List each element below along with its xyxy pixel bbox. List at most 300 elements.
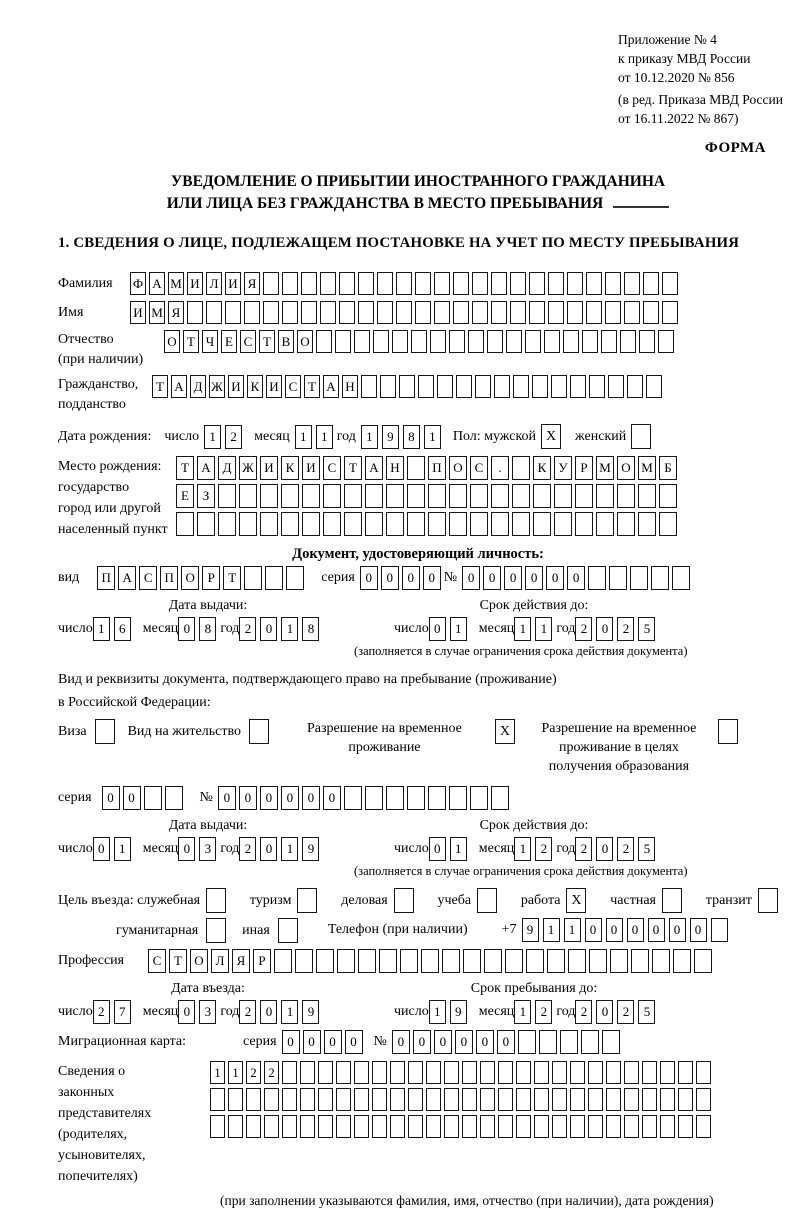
- cell-box[interactable]: Е: [176, 484, 194, 508]
- cell-box[interactable]: [480, 1088, 495, 1111]
- cell-box[interactable]: [392, 330, 408, 353]
- cell-box[interactable]: [339, 272, 355, 295]
- cell-box[interactable]: 0: [282, 1030, 300, 1054]
- cell-box[interactable]: 0: [429, 837, 446, 861]
- cell-box[interactable]: 0: [218, 786, 236, 810]
- cell-box[interactable]: [244, 566, 262, 590]
- cell-box[interactable]: [278, 918, 298, 943]
- cell-box[interactable]: О: [181, 566, 199, 590]
- cell-box[interactable]: 0: [596, 837, 613, 861]
- cell-box[interactable]: 0: [102, 786, 120, 810]
- cell-box[interactable]: 7: [114, 1000, 131, 1024]
- cell-box[interactable]: 0: [123, 786, 141, 810]
- cell-box[interactable]: [206, 918, 226, 943]
- cell-box[interactable]: М: [596, 456, 614, 480]
- cell-box[interactable]: 5: [638, 617, 655, 641]
- cell-box[interactable]: [400, 949, 418, 973]
- cell-box[interactable]: [316, 949, 334, 973]
- cell-box[interactable]: [318, 1088, 333, 1111]
- cell-box[interactable]: [552, 1088, 567, 1111]
- cell-box[interactable]: К: [533, 456, 551, 480]
- cell-box[interactable]: [477, 888, 497, 913]
- cell-box[interactable]: [512, 512, 530, 536]
- cell-box[interactable]: [300, 1088, 315, 1111]
- cell-box[interactable]: [426, 1115, 441, 1138]
- cell-box[interactable]: О: [164, 330, 180, 353]
- cell-box[interactable]: [627, 375, 643, 398]
- cell-box[interactable]: [605, 301, 621, 324]
- cell-box[interactable]: 5: [638, 837, 655, 861]
- cell-box[interactable]: [444, 1088, 459, 1111]
- cell-box[interactable]: [518, 1030, 536, 1054]
- cell-box[interactable]: 2: [575, 837, 592, 861]
- cell-box[interactable]: К: [281, 456, 299, 480]
- cell-box[interactable]: 0: [585, 918, 602, 942]
- cell-box[interactable]: [533, 512, 551, 536]
- cell-box[interactable]: [642, 1088, 657, 1111]
- cell-box[interactable]: [358, 272, 374, 295]
- cell-box[interactable]: [225, 301, 241, 324]
- cell-box[interactable]: [165, 786, 183, 810]
- cell-box[interactable]: [639, 330, 655, 353]
- cell-box[interactable]: 0: [360, 566, 378, 590]
- cell-box[interactable]: [354, 1061, 369, 1084]
- cell-box[interactable]: [365, 512, 383, 536]
- cell-box[interactable]: 0: [239, 786, 257, 810]
- cell-box[interactable]: С: [240, 330, 256, 353]
- cell-box[interactable]: 2: [246, 1061, 261, 1084]
- cell-box[interactable]: И: [225, 272, 241, 295]
- cell-box[interactable]: [263, 272, 279, 295]
- cell-box[interactable]: 1: [424, 425, 441, 449]
- cell-box[interactable]: М: [149, 301, 165, 324]
- cell-box[interactable]: [554, 484, 572, 508]
- cell-box[interactable]: 9: [382, 425, 399, 449]
- cell-box[interactable]: [453, 301, 469, 324]
- cell-box[interactable]: 2: [239, 837, 256, 861]
- cell-box[interactable]: [505, 949, 523, 973]
- cell-box[interactable]: [498, 1115, 513, 1138]
- cell-box[interactable]: [206, 301, 222, 324]
- cell-box[interactable]: 0: [178, 1000, 195, 1024]
- cell-box[interactable]: 2: [575, 1000, 592, 1024]
- cell-box[interactable]: 2: [617, 617, 634, 641]
- cell-box[interactable]: [624, 1115, 639, 1138]
- cell-box[interactable]: З: [197, 484, 215, 508]
- cell-box[interactable]: [660, 1115, 675, 1138]
- cell-box[interactable]: Ж: [239, 456, 257, 480]
- cell-box[interactable]: П: [428, 456, 446, 480]
- cell-box[interactable]: [218, 512, 236, 536]
- cell-box[interactable]: В: [278, 330, 294, 353]
- cell-box[interactable]: [534, 1088, 549, 1111]
- cell-box[interactable]: 0: [669, 918, 686, 942]
- cell-box[interactable]: [533, 484, 551, 508]
- cell-box[interactable]: Ф: [130, 272, 146, 295]
- cell-box[interactable]: [456, 375, 472, 398]
- cell-box[interactable]: [437, 375, 453, 398]
- cell-box[interactable]: [567, 272, 583, 295]
- cell-box[interactable]: [606, 1088, 621, 1111]
- cell-box[interactable]: 1: [281, 1000, 298, 1024]
- cell-box[interactable]: [408, 1115, 423, 1138]
- cell-box[interactable]: [407, 456, 425, 480]
- cell-box[interactable]: Д: [218, 456, 236, 480]
- cell-box[interactable]: [512, 456, 530, 480]
- cell-box[interactable]: [462, 1115, 477, 1138]
- cell-box[interactable]: 6: [114, 617, 131, 641]
- cell-box[interactable]: [678, 1115, 693, 1138]
- cell-box[interactable]: [372, 1115, 387, 1138]
- cell-box[interactable]: [449, 786, 467, 810]
- cell-box[interactable]: [407, 484, 425, 508]
- cell-box[interactable]: [144, 786, 162, 810]
- cell-box[interactable]: 1: [564, 918, 581, 942]
- cell-box[interactable]: М: [638, 456, 656, 480]
- cell-box[interactable]: [563, 330, 579, 353]
- cell-box[interactable]: 2: [225, 425, 242, 449]
- cell-box[interactable]: [624, 1088, 639, 1111]
- cell-box[interactable]: [206, 888, 226, 913]
- cell-box[interactable]: [673, 949, 691, 973]
- cell-box[interactable]: [586, 301, 602, 324]
- cell-box[interactable]: [601, 330, 617, 353]
- cell-box[interactable]: 0: [323, 786, 341, 810]
- cell-box[interactable]: 9: [450, 1000, 467, 1024]
- cell-box[interactable]: Т: [304, 375, 320, 398]
- cell-box[interactable]: [510, 272, 526, 295]
- cell-box[interactable]: 0: [596, 1000, 613, 1024]
- cell-box[interactable]: 0: [483, 566, 501, 590]
- cell-box[interactable]: 0: [429, 617, 446, 641]
- cell-box[interactable]: [660, 1061, 675, 1084]
- cell-box[interactable]: 0: [345, 1030, 363, 1054]
- cell-box[interactable]: [426, 1061, 441, 1084]
- cell-box[interactable]: 8: [302, 617, 319, 641]
- cell-box[interactable]: А: [171, 375, 187, 398]
- cell-box[interactable]: [643, 272, 659, 295]
- cell-box[interactable]: [210, 1115, 225, 1138]
- cell-box[interactable]: [631, 424, 651, 449]
- cell-box[interactable]: [462, 1088, 477, 1111]
- cell-box[interactable]: Б: [659, 456, 677, 480]
- cell-box[interactable]: И: [260, 456, 278, 480]
- cell-box[interactable]: [484, 949, 502, 973]
- cell-box[interactable]: [660, 1088, 675, 1111]
- cell-box[interactable]: 2: [239, 617, 256, 641]
- cell-box[interactable]: [596, 484, 614, 508]
- cell-box[interactable]: [672, 566, 690, 590]
- cell-box[interactable]: [470, 786, 488, 810]
- cell-box[interactable]: [491, 786, 509, 810]
- cell-box[interactable]: [394, 888, 414, 913]
- cell-box[interactable]: [373, 330, 389, 353]
- cell-box[interactable]: [377, 272, 393, 295]
- cell-box[interactable]: [228, 1088, 243, 1111]
- cell-box[interactable]: 2: [264, 1061, 279, 1084]
- cell-box[interactable]: 0: [567, 566, 585, 590]
- cell-box[interactable]: О: [449, 456, 467, 480]
- cell-box[interactable]: [570, 1115, 585, 1138]
- cell-box[interactable]: [210, 1088, 225, 1111]
- cell-box[interactable]: [588, 1061, 603, 1084]
- cell-box[interactable]: [491, 512, 509, 536]
- cell-box[interactable]: [498, 1088, 513, 1111]
- cell-box[interactable]: 2: [93, 1000, 110, 1024]
- cell-box[interactable]: [606, 1115, 621, 1138]
- cell-box[interactable]: 0: [497, 1030, 515, 1054]
- cell-box[interactable]: 0: [627, 918, 644, 942]
- cell-box[interactable]: [282, 301, 298, 324]
- cell-box[interactable]: [380, 375, 396, 398]
- cell-box[interactable]: [758, 888, 778, 913]
- cell-box[interactable]: [407, 512, 425, 536]
- cell-box[interactable]: О: [190, 949, 208, 973]
- cell-box[interactable]: 1: [543, 918, 560, 942]
- cell-box[interactable]: [428, 786, 446, 810]
- cell-box[interactable]: [344, 484, 362, 508]
- cell-box[interactable]: [529, 272, 545, 295]
- cell-box[interactable]: 0: [324, 1030, 342, 1054]
- cell-box[interactable]: [365, 484, 383, 508]
- cell-box[interactable]: [249, 719, 269, 744]
- cell-box[interactable]: X: [566, 888, 586, 913]
- cell-box[interactable]: [589, 949, 607, 973]
- cell-box[interactable]: [696, 1088, 711, 1111]
- cell-box[interactable]: Р: [575, 456, 593, 480]
- cell-box[interactable]: [187, 301, 203, 324]
- cell-box[interactable]: [575, 484, 593, 508]
- cell-box[interactable]: 0: [455, 1030, 473, 1054]
- cell-box[interactable]: [372, 1088, 387, 1111]
- cell-box[interactable]: [624, 301, 640, 324]
- cell-box[interactable]: С: [323, 456, 341, 480]
- cell-box[interactable]: 1: [93, 617, 110, 641]
- cell-box[interactable]: [354, 330, 370, 353]
- cell-box[interactable]: 1: [514, 1000, 531, 1024]
- cell-box[interactable]: [620, 330, 636, 353]
- cell-box[interactable]: И: [187, 272, 203, 295]
- cell-box[interactable]: 0: [434, 1030, 452, 1054]
- cell-box[interactable]: [197, 512, 215, 536]
- cell-box[interactable]: [526, 949, 544, 973]
- cell-box[interactable]: [525, 330, 541, 353]
- cell-box[interactable]: [575, 512, 593, 536]
- cell-box[interactable]: [588, 1088, 603, 1111]
- cell-box[interactable]: [239, 484, 257, 508]
- cell-box[interactable]: [379, 949, 397, 973]
- cell-box[interactable]: О: [297, 330, 313, 353]
- cell-box[interactable]: [646, 375, 662, 398]
- cell-box[interactable]: [295, 949, 313, 973]
- cell-box[interactable]: [344, 512, 362, 536]
- cell-box[interactable]: [411, 330, 427, 353]
- cell-box[interactable]: [552, 1061, 567, 1084]
- cell-box[interactable]: Т: [183, 330, 199, 353]
- cell-box[interactable]: [662, 301, 678, 324]
- cell-box[interactable]: [415, 301, 431, 324]
- cell-box[interactable]: 1: [535, 617, 552, 641]
- cell-box[interactable]: [547, 949, 565, 973]
- cell-box[interactable]: [301, 301, 317, 324]
- cell-box[interactable]: [301, 272, 317, 295]
- cell-box[interactable]: 1: [281, 617, 298, 641]
- cell-box[interactable]: [336, 1061, 351, 1084]
- cell-box[interactable]: 2: [535, 1000, 552, 1024]
- cell-box[interactable]: [638, 484, 656, 508]
- cell-box[interactable]: [494, 375, 510, 398]
- cell-box[interactable]: [570, 1061, 585, 1084]
- cell-box[interactable]: [286, 566, 304, 590]
- cell-box[interactable]: [265, 566, 283, 590]
- cell-box[interactable]: [337, 949, 355, 973]
- cell-box[interactable]: [246, 1088, 261, 1111]
- cell-box[interactable]: А: [149, 272, 165, 295]
- cell-box[interactable]: [532, 375, 548, 398]
- cell-box[interactable]: [534, 1115, 549, 1138]
- cell-box[interactable]: [336, 1115, 351, 1138]
- cell-box[interactable]: С: [470, 456, 488, 480]
- cell-box[interactable]: Я: [168, 301, 184, 324]
- cell-box[interactable]: [516, 1115, 531, 1138]
- cell-box[interactable]: 0: [260, 1000, 277, 1024]
- cell-box[interactable]: [239, 512, 257, 536]
- cell-box[interactable]: А: [118, 566, 136, 590]
- cell-box[interactable]: [588, 566, 606, 590]
- cell-box[interactable]: [453, 272, 469, 295]
- cell-box[interactable]: [472, 301, 488, 324]
- cell-box[interactable]: [570, 1088, 585, 1111]
- cell-box[interactable]: 0: [303, 1030, 321, 1054]
- cell-box[interactable]: [498, 1061, 513, 1084]
- cell-box[interactable]: [617, 512, 635, 536]
- cell-box[interactable]: М: [168, 272, 184, 295]
- cell-box[interactable]: Е: [221, 330, 237, 353]
- cell-box[interactable]: И: [266, 375, 282, 398]
- cell-box[interactable]: [244, 301, 260, 324]
- cell-box[interactable]: 0: [413, 1030, 431, 1054]
- cell-box[interactable]: [552, 1115, 567, 1138]
- cell-box[interactable]: [442, 949, 460, 973]
- cell-box[interactable]: [218, 484, 236, 508]
- cell-box[interactable]: [643, 301, 659, 324]
- cell-box[interactable]: 0: [260, 786, 278, 810]
- cell-box[interactable]: [468, 330, 484, 353]
- cell-box[interactable]: [434, 272, 450, 295]
- cell-box[interactable]: [491, 272, 507, 295]
- cell-box[interactable]: [300, 1061, 315, 1084]
- cell-box[interactable]: К: [247, 375, 263, 398]
- cell-box[interactable]: .: [491, 456, 509, 480]
- cell-box[interactable]: [386, 512, 404, 536]
- cell-box[interactable]: Т: [344, 456, 362, 480]
- cell-box[interactable]: [386, 786, 404, 810]
- cell-box[interactable]: [282, 1115, 297, 1138]
- cell-box[interactable]: [642, 1061, 657, 1084]
- cell-box[interactable]: [354, 1088, 369, 1111]
- cell-box[interactable]: [418, 375, 434, 398]
- cell-box[interactable]: 1: [316, 425, 333, 449]
- cell-box[interactable]: 9: [522, 918, 539, 942]
- cell-box[interactable]: [434, 301, 450, 324]
- cell-box[interactable]: 1: [114, 837, 131, 861]
- cell-box[interactable]: [610, 949, 628, 973]
- cell-box[interactable]: [462, 1061, 477, 1084]
- cell-box[interactable]: [302, 484, 320, 508]
- cell-box[interactable]: [390, 1061, 405, 1084]
- cell-box[interactable]: [718, 719, 738, 744]
- cell-box[interactable]: [428, 484, 446, 508]
- cell-box[interactable]: [302, 512, 320, 536]
- cell-box[interactable]: 0: [260, 837, 277, 861]
- cell-box[interactable]: Р: [202, 566, 220, 590]
- cell-box[interactable]: [475, 375, 491, 398]
- cell-box[interactable]: [386, 484, 404, 508]
- cell-box[interactable]: [320, 272, 336, 295]
- cell-box[interactable]: С: [139, 566, 157, 590]
- cell-box[interactable]: О: [617, 456, 635, 480]
- cell-box[interactable]: 1: [295, 425, 312, 449]
- cell-box[interactable]: Т: [169, 949, 187, 973]
- cell-box[interactable]: [449, 512, 467, 536]
- cell-box[interactable]: 0: [392, 1030, 410, 1054]
- cell-box[interactable]: 5: [638, 1000, 655, 1024]
- cell-box[interactable]: [318, 1115, 333, 1138]
- cell-box[interactable]: [606, 1061, 621, 1084]
- cell-box[interactable]: [426, 1088, 441, 1111]
- cell-box[interactable]: [529, 301, 545, 324]
- cell-box[interactable]: 0: [546, 566, 564, 590]
- cell-box[interactable]: [652, 949, 670, 973]
- cell-box[interactable]: [95, 719, 115, 744]
- cell-box[interactable]: 0: [690, 918, 707, 942]
- cell-box[interactable]: Я: [244, 272, 260, 295]
- cell-box[interactable]: А: [323, 375, 339, 398]
- cell-box[interactable]: [318, 1061, 333, 1084]
- cell-box[interactable]: А: [197, 456, 215, 480]
- cell-box[interactable]: [491, 484, 509, 508]
- cell-box[interactable]: [551, 375, 567, 398]
- cell-box[interactable]: П: [97, 566, 115, 590]
- cell-box[interactable]: Т: [223, 566, 241, 590]
- cell-box[interactable]: [260, 484, 278, 508]
- cell-box[interactable]: [678, 1061, 693, 1084]
- cell-box[interactable]: С: [285, 375, 301, 398]
- cell-box[interactable]: [449, 330, 465, 353]
- cell-box[interactable]: Л: [206, 272, 222, 295]
- cell-box[interactable]: Ч: [202, 330, 218, 353]
- cell-box[interactable]: [694, 949, 712, 973]
- cell-box[interactable]: 0: [93, 837, 110, 861]
- cell-box[interactable]: [589, 375, 605, 398]
- cell-box[interactable]: [390, 1115, 405, 1138]
- cell-box[interactable]: 3: [199, 1000, 216, 1024]
- cell-box[interactable]: X: [541, 424, 561, 449]
- cell-box[interactable]: [548, 272, 564, 295]
- cell-box[interactable]: [282, 1061, 297, 1084]
- cell-box[interactable]: [678, 1088, 693, 1111]
- cell-box[interactable]: [506, 330, 522, 353]
- cell-box[interactable]: [658, 330, 674, 353]
- cell-box[interactable]: 0: [281, 786, 299, 810]
- cell-box[interactable]: [281, 512, 299, 536]
- cell-box[interactable]: Л: [211, 949, 229, 973]
- cell-box[interactable]: П: [160, 566, 178, 590]
- cell-box[interactable]: [354, 1115, 369, 1138]
- cell-box[interactable]: 1: [514, 617, 531, 641]
- cell-box[interactable]: 0: [648, 918, 665, 942]
- cell-box[interactable]: [274, 949, 292, 973]
